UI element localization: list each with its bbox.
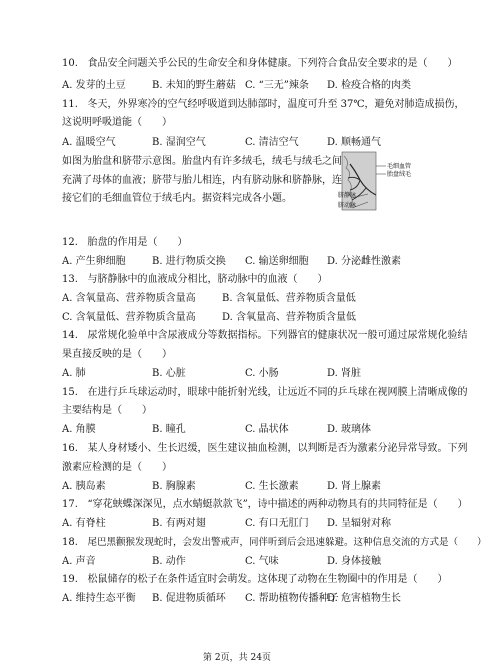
- option-d[interactable]: D. 分泌雌性激素: [327, 256, 402, 267]
- question-12: [62, 237, 187, 249]
- option-d[interactable]: D. 身体接触: [327, 556, 382, 567]
- option-d[interactable]: D. 呈辐射对称: [327, 518, 392, 529]
- option-c[interactable]: C. “三无”辣条: [245, 80, 309, 91]
- question-stem-continued: 这说明呼吸道能（ ）: [62, 117, 172, 128]
- option-d[interactable]: D. 危害植物生长: [327, 593, 402, 604]
- option-d[interactable]: D. 肾脏: [327, 368, 362, 379]
- placenta-diagram: [340, 150, 420, 215]
- passage-line: 接它们的毛细血管位于绒毛内。据资料完成各小题。: [62, 193, 292, 204]
- question-stem: 尿常规化验单中含尿液成分等数据指标。下列器官的健康状况一般可通过尿常规化验结: [87, 330, 468, 341]
- option-b[interactable]: B. 促进物质循环: [152, 593, 226, 604]
- question-10: [62, 58, 457, 70]
- option-a[interactable]: A. 维持生态平衡: [62, 593, 136, 604]
- option-a[interactable]: A. 含氧量高、营养物质含量高: [62, 293, 196, 304]
- question-19: [62, 574, 447, 586]
- passage-line: 如图为胎盘和脐带示意图。胎盘内有许多绒毛，绒毛与绒毛之间: [62, 156, 342, 167]
- option-c[interactable]: C. 输送卵细胞: [245, 256, 309, 267]
- option-b[interactable]: B. 动作: [152, 556, 186, 567]
- question-number: 14.: [62, 330, 78, 341]
- option-b[interactable]: B. 瞳孔: [152, 424, 186, 435]
- question-stem: 某人身材矮小、生长迟缓，医生建议抽血检测，以判断是否为激素分泌异常导致。下列: [87, 443, 468, 454]
- option-a[interactable]: A. 声音: [62, 556, 96, 567]
- option-a[interactable]: A. 产生卵细胞: [62, 256, 126, 267]
- question-stem: 松鼠储存的松子在条件适宜时会萌发。这体现了动物在生物圈中的作用是（ ）: [87, 574, 448, 585]
- question-stem-continued: 激素应检测的是（ ）: [62, 462, 172, 473]
- question-stem: 与脐静脉中的血液成分相比，脐动脉中的血液（ ）: [87, 274, 328, 285]
- option-c[interactable]: C. 气味: [245, 556, 279, 567]
- question-number: 12.: [62, 237, 78, 248]
- question-stem: “穿花蛱蝶深深见，点水蜻蜓款款飞”，诗中描述的两种动物具有的共同特征是（ ）: [87, 499, 468, 510]
- option-c[interactable]: C. 清洁空气: [245, 137, 299, 148]
- option-b[interactable]: B. 进行物质交换: [152, 256, 226, 267]
- option-d[interactable]: D. 含氧量高、营养物质含量低: [222, 312, 357, 323]
- question-number: 15.: [62, 387, 78, 398]
- option-a[interactable]: A. 有脊柱: [62, 518, 106, 529]
- question-number: 10.: [62, 58, 78, 69]
- option-c[interactable]: C. 含氧量低、营养物质含量高: [62, 312, 196, 323]
- option-c[interactable]: C. 生长激素: [245, 481, 299, 492]
- option-b[interactable]: B. 胸腺素: [152, 481, 196, 492]
- question-stem: 在进行乒乓球运动时，眼球中能折射光线，让远近不同的乒乓球在视网膜上清晰成像的: [87, 387, 468, 398]
- option-a[interactable]: A. 发芽的土豆: [62, 80, 126, 91]
- option-b[interactable]: B. 未知的野生蘑菇: [152, 80, 236, 91]
- question-16: [62, 443, 467, 455]
- label-capillary: 毛细血管: [387, 163, 412, 170]
- question-17: [62, 499, 468, 511]
- question-stem-continued: 果直接反映的是（ ）: [62, 349, 172, 360]
- question-number: 17.: [62, 499, 78, 510]
- option-c[interactable]: C. 晶状体: [245, 424, 289, 435]
- question-number: 16.: [62, 443, 78, 454]
- question-stem: 胎盘的作用是（ ）: [87, 237, 188, 248]
- question-18: [62, 537, 486, 549]
- label-umbilical-artery: 脐动脉: [338, 202, 357, 209]
- question-stem-continued: 主要结构是（ ）: [62, 405, 152, 416]
- question-14: [62, 330, 467, 342]
- question-stem: 食品安全问题关乎公民的生命安全和身体健康。下列符合食品安全要求的是（ ）: [87, 58, 458, 69]
- option-a[interactable]: A. 角膜: [62, 424, 96, 435]
- question-number: 11.: [62, 99, 78, 110]
- option-a[interactable]: A. 胰岛素: [62, 481, 106, 492]
- option-c[interactable]: C. 有口无肛门: [245, 518, 309, 529]
- passage-line: 充满了母体的血液；脐带与胎儿相连，内有脐动脉和脐静脉，连: [62, 175, 342, 186]
- option-d[interactable]: D. 玻璃体: [327, 424, 372, 435]
- option-c[interactable]: C. 帮助植物传播种子: [245, 593, 339, 604]
- question-13: [62, 274, 327, 286]
- option-b[interactable]: B. 湿润空气: [152, 137, 206, 148]
- option-c[interactable]: C. 小肠: [245, 368, 279, 379]
- option-b[interactable]: B. 有两对翅: [152, 518, 206, 529]
- option-d[interactable]: D. 顺畅通气: [327, 137, 382, 148]
- page-footer: 第 2页，共 24页: [203, 653, 271, 663]
- question-stem: 尾巴黑颧猴发现蛇时，会发出警戒声，同伴听到后会迅速躲避。这种信息交流的方式是（ ）: [87, 537, 486, 548]
- question-number: 18.: [62, 537, 78, 548]
- option-d[interactable]: D. 肾上腺素: [327, 481, 382, 492]
- label-umbilical-vein: 脐静脉: [338, 192, 357, 199]
- option-a[interactable]: A. 温暖空气: [62, 137, 116, 148]
- label-villi: 胎盘绒毛: [387, 171, 412, 178]
- option-d[interactable]: D. 检疫合格的肉类: [327, 80, 412, 91]
- question-stem: 冬天，外界寒冷的空气经呼吸道到达肺部时，温度可升至 37℃，避免对肺造成损伤，: [87, 99, 465, 110]
- question-15: [62, 387, 467, 399]
- question-number: 19.: [62, 574, 78, 585]
- option-b[interactable]: B. 含氧量低、营养物质含量低: [222, 293, 356, 304]
- question-11: [62, 99, 465, 111]
- option-b[interactable]: B. 心脏: [152, 368, 186, 379]
- question-number: 13.: [62, 274, 78, 285]
- option-a[interactable]: A. 肺: [62, 368, 86, 379]
